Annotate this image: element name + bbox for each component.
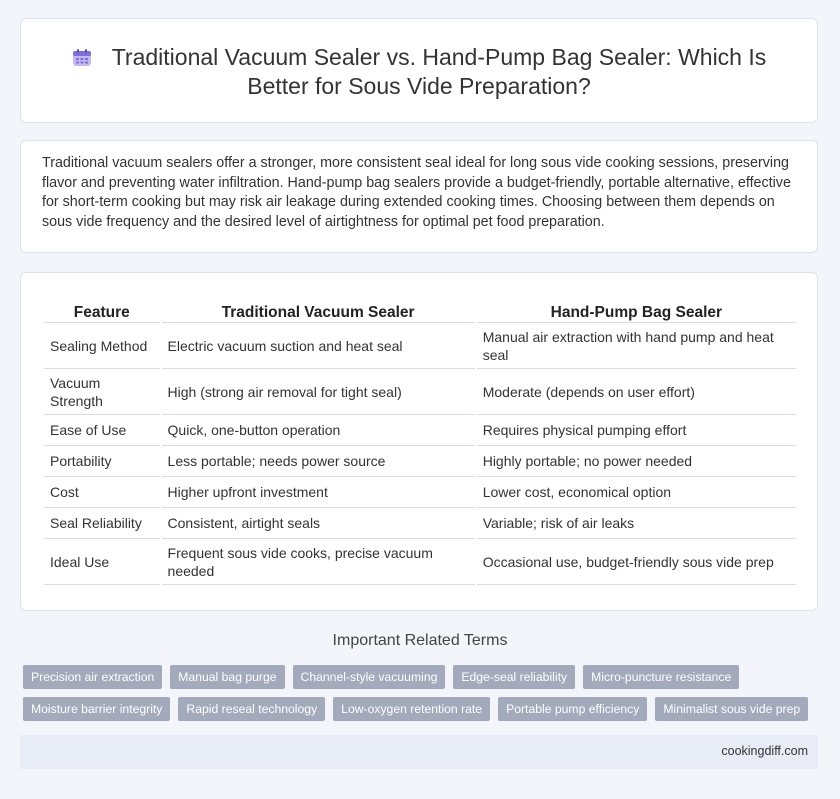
term-tag[interactable]: Precision air extraction: [23, 665, 162, 689]
term-tag[interactable]: Micro-puncture resistance: [583, 665, 739, 689]
traditional-cell: Less portable; needs power source: [162, 446, 475, 477]
table-header-row: [44, 294, 796, 323]
traditional-cell: High (strong air removal for tight seal): [162, 369, 475, 415]
term-tag[interactable]: Rapid reseal technology: [178, 697, 325, 721]
table-row: [44, 477, 796, 508]
table-row: [44, 508, 796, 539]
page-title: [59, 43, 779, 101]
hand-pump-cell: Occasional use, budget-friendly sous vide prep: [477, 539, 796, 585]
intro-card: [20, 140, 818, 253]
footer: [20, 735, 818, 769]
comparison-card: [20, 272, 818, 611]
term-tag[interactable]: Manual bag purge: [170, 665, 284, 689]
table-row: [44, 323, 796, 369]
comparison-table: [42, 294, 798, 585]
header-traditional: Traditional Vacuum Sealer: [162, 294, 475, 323]
feature-cell: Vacuum Strength: [44, 369, 160, 415]
hand-pump-cell: Variable; risk of air leaks: [477, 508, 796, 539]
feature-cell: Sealing Method: [44, 323, 160, 369]
term-tag[interactable]: Low-oxygen retention rate: [333, 697, 490, 721]
related-terms-row: [23, 697, 808, 721]
feature-cell: Ease of Use: [44, 415, 160, 446]
related-terms-heading: Important Related Terms: [332, 632, 508, 649]
title-card: [20, 18, 818, 123]
site-credit[interactable]: cookingdiff.com: [721, 744, 808, 758]
table-row: [44, 539, 796, 585]
header-feature: Feature: [44, 294, 160, 323]
term-tag[interactable]: Portable pump efficiency: [498, 697, 647, 721]
traditional-cell: Quick, one-button operation: [162, 415, 475, 446]
intro-text: Traditional vacuum sealers offer a stronger, more consistent seal ideal for long sous vide cooking sessions, preserving flavor and preventing water infiltration. Hand-pump bag sealers provide a budget-friendly, portable alternative, effective for short-term cooking but may risk air leakage during extended cooking times. Choosing between them depends on sous vide frequency and the desired level of airtightness for optimal pet food preparation.: [42, 155, 791, 230]
related-terms-row: [23, 665, 739, 689]
feature-cell: Seal Reliability: [44, 508, 160, 539]
traditional-cell: Frequent sous vide cooks, precise vacuum needed: [162, 539, 475, 585]
table-row: [44, 446, 796, 477]
term-tag[interactable]: Channel-style vacuuming: [293, 665, 446, 689]
feature-cell: Portability: [44, 446, 160, 477]
hand-pump-cell: Manual air extraction with hand pump and heat seal: [477, 323, 796, 369]
title-text: Traditional Vacuum Sealer vs. Hand-Pump Bag Sealer: Which Is Better for Sous Vide Preparation?: [111, 44, 767, 99]
feature-cell: Cost: [44, 477, 160, 508]
term-tag[interactable]: Moisture barrier integrity: [23, 697, 170, 721]
table-row: [44, 415, 796, 446]
hand-pump-cell: Requires physical pumping effort: [477, 415, 796, 446]
hand-pump-cell: Moderate (depends on user effort): [477, 369, 796, 415]
hand-pump-cell: Highly portable; no power needed: [477, 446, 796, 477]
table-row: [44, 369, 796, 415]
term-tag[interactable]: Minimalist sous vide prep: [655, 697, 808, 721]
feature-cell: Ideal Use: [44, 539, 160, 585]
traditional-cell: Higher upfront investment: [162, 477, 475, 508]
traditional-cell: Consistent, airtight seals: [162, 508, 475, 539]
traditional-cell: Electric vacuum suction and heat seal: [162, 323, 475, 369]
hand-pump-cell: Lower cost, economical option: [477, 477, 796, 508]
header-hand-pump: Hand-Pump Bag Sealer: [477, 294, 796, 323]
term-tag[interactable]: Edge-seal reliability: [453, 665, 575, 689]
calendar-icon: [72, 48, 92, 67]
